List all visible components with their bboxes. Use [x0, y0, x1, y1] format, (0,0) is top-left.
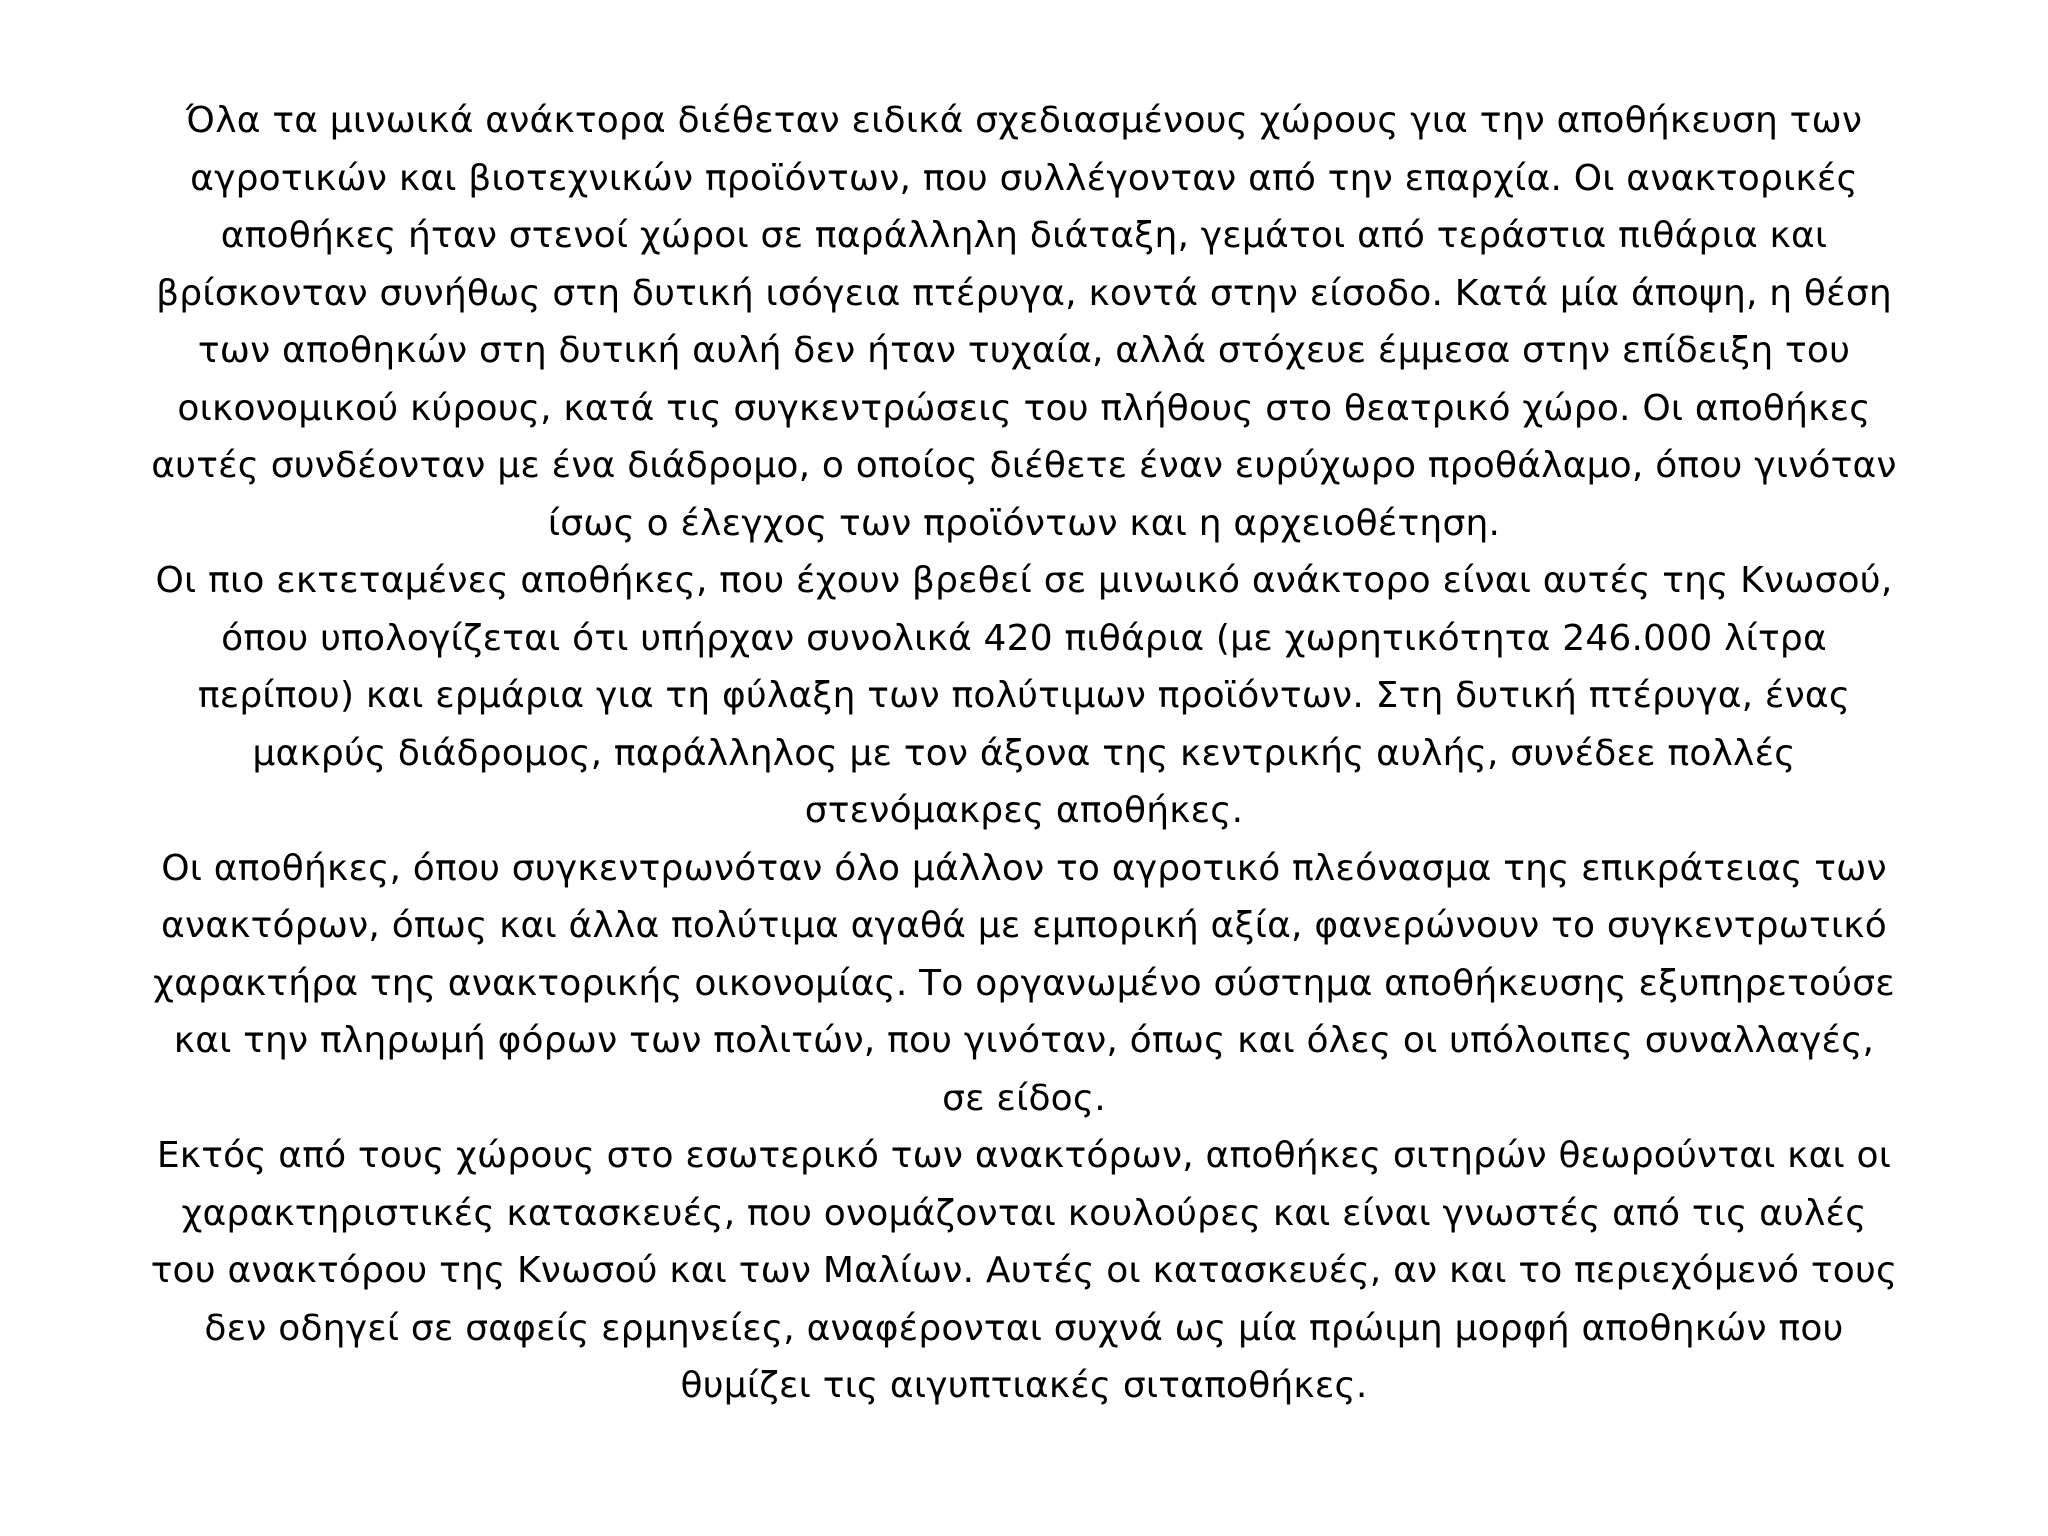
body-text: [150, 92, 1898, 1415]
paragraph-knossos-storerooms: Οι πιο εκτεταμένες αποθήκες, που έχουν βρεθεί σε μινωικό ανάκτορο είναι αυτές της Κνωσού, όπου υπολογίζεται ότι υπήρχαν συνολικά 420 πιθάρια (με χωρητικότητα 246.000 λίτρα περίπου) και ερμάρια για τη φύλαξη των πολύτιμων προϊόντων. Στη δυτική πτέρυγα, ένας μακρύς διάδρομος, παράλληλος με τον άξονα της κεντρικής αυλής, συνέδεε πολλές στενόμακρες αποθήκες.: [155, 560, 1893, 831]
paragraph-palace-economy: Οι αποθήκες, όπου συγκεντρωνόταν όλο μάλλον το αγροτικό πλεόνασμα της επικράτειας των ανακτόρων, όπως και άλλα πολύτιμα αγαθά με εμπορική αξία, φανερώνουν το συγκεντρωτικό χαρακτήρα της ανακτορικής οικονομίας. Το οργανωμένο σύστημα αποθήκευσης εξυπηρετούσε και την πληρωμή φόρων των πολιτών, που γινόταν, όπως και όλες οι υπόλοιπες συναλλαγές, σε είδος.: [153, 847, 1895, 1119]
paragraph-koulouras: Εκτός από τους χώρους στο εσωτερικό των ανακτόρων, αποθήκες σιτηρών θεωρούνται και οι χαρακτηριστικές κατασκευές, που ονομάζονται κουλούρες και είναι γνωστές από τις αυλές του ανακτόρου της Κνωσού και των Μαλίων. Αυτές οι κατασκευές, αν και το περιεχόμενό τους δεν οδηγεί σε σαφείς ερμηνείες, αναφέρονται συχνά ως μία πρώιμη μορφή αποθηκών που θυμίζει τις αιγυπτιακές σιταποθήκες.: [150, 1135, 1898, 1406]
paragraph-palace-storerooms: Όλα τα μινωικά ανάκτορα διέθεταν ειδικά σχεδιασμένους χώρους για την αποθήκευση των αγροτικών και βιοτεχνικών προϊόντων, που συλλέγονταν από την επαρχία. Οι ανακτορικές αποθήκες ήταν στενοί χώροι σε παράλληλη διάταξη, γεμάτοι από τεράστια πιθάρια και βρίσκονταν συνήθως στη δυτική ισόγεια πτέρυγα, κοντά στην είσοδο. Κατά μία άποψη, η θέση των αποθηκών στη δυτική αυλή δεν ήταν τυχαία, αλλά στόχευε έμμεσα στην επίδειξη του οικονομικού κύρους, κατά τις συγκεντρώσεις του πλήθους στο θεατρικό χώρο. Οι αποθήκες αυτές συνδέονταν με ένα διάδρομο, ο οποίος διέθετε έναν ευρύχωρο προθάλαμο, όπου γινόταν ίσως ο έλεγχος των προϊόντων και η αρχειοθέτηση.: [151, 100, 1897, 544]
